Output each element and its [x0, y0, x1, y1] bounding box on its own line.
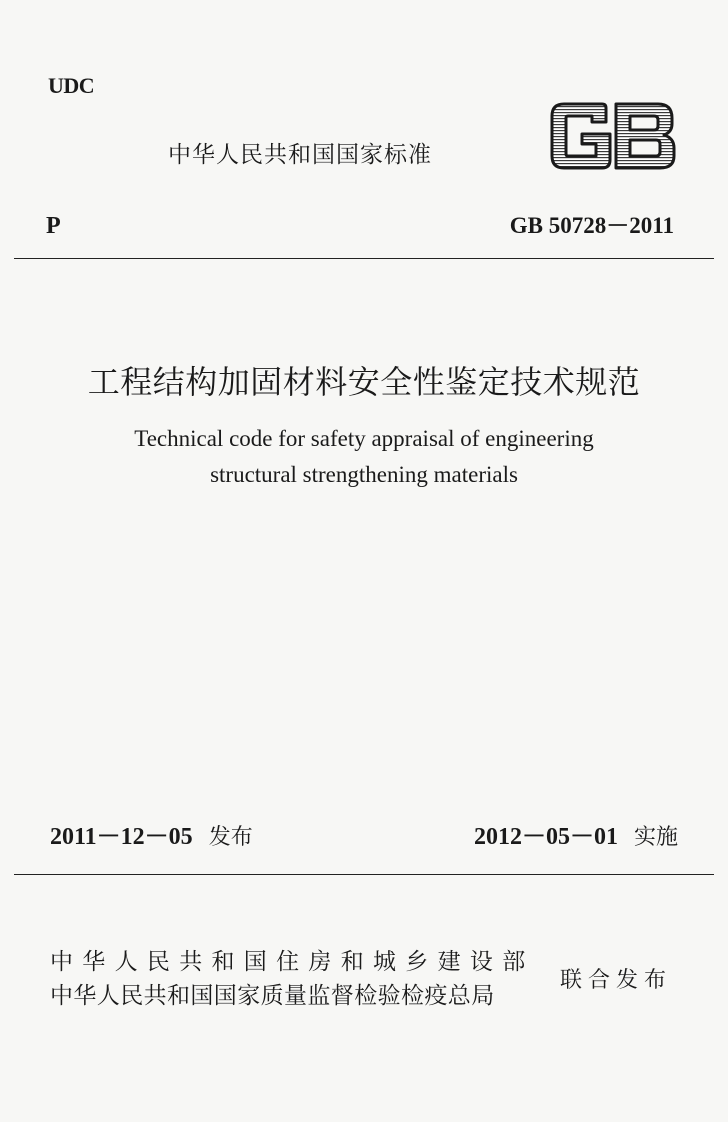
udc-label: UDC	[48, 73, 95, 98]
national-standard-heading: 中华人民共和国国家标准	[168, 142, 432, 168]
title-english-line1: Technical code for safety appraisal of engineering	[134, 426, 594, 451]
joint-publish-label: 联合发布	[560, 968, 673, 993]
bottom-divider	[14, 874, 714, 875]
title-english-line2: structural strengthening materials	[210, 462, 518, 487]
title-chinese: 工程结构加固材料安全性鉴定技术规范	[87, 363, 641, 401]
issue-date: 2011－12－05	[50, 824, 193, 850]
publisher-line1: 中华人民共和国住房和城乡建设部	[50, 949, 535, 975]
implement-date: 2012－05－01	[473, 824, 618, 850]
publisher-line2: 中华人民共和国国家质量监督检验检疫总局	[50, 983, 495, 1009]
standard-number: GB 50728－2011	[509, 213, 674, 238]
gb-logo	[548, 100, 678, 172]
category-code: P	[46, 213, 61, 239]
issue-label: 发布	[208, 825, 253, 850]
issue-date-group	[50, 822, 253, 853]
gb-logo-icon	[548, 100, 678, 172]
implement-date-group	[474, 822, 678, 853]
implement-label: 实施	[633, 825, 678, 850]
top-divider	[14, 258, 714, 259]
